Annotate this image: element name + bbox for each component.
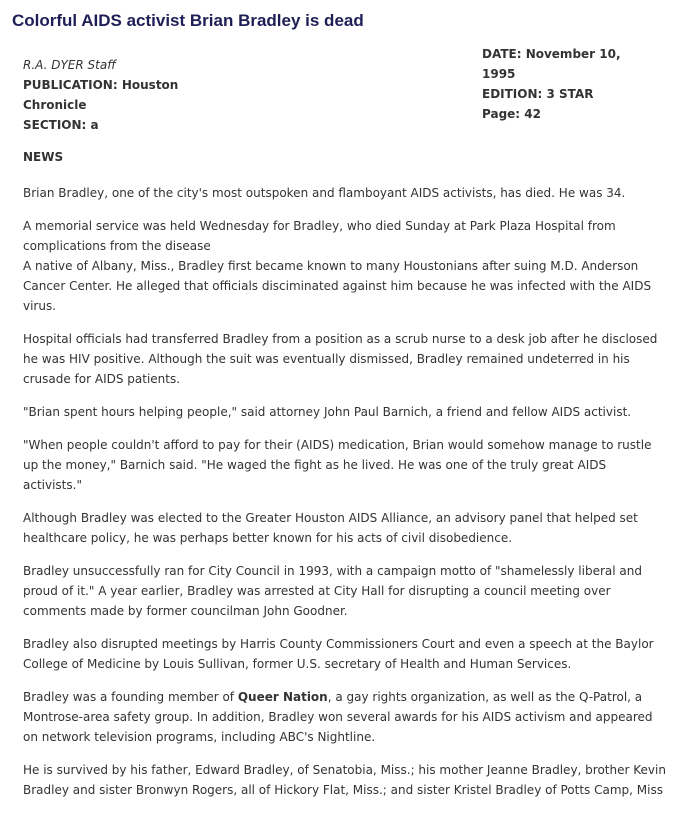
- article-headline: Colorful AIDS activist Brian Bradley is dead: [12, 11, 364, 30]
- article-meta-left: [23, 55, 213, 135]
- body-paragraph-2: A memorial service was held Wednesday for Bradley, who died Sunday at Park Plaza Hospital from complications from the disease: [23, 219, 616, 253]
- page-label: Page:: [482, 107, 521, 121]
- body-paragraph-10: [23, 687, 668, 747]
- date-value: November 10, 1995: [482, 47, 621, 81]
- body-paragraph-3: A native of Albany, Miss., Bradley first became known to many Houstonians after suing M.D. Anderson Cancer Center. He alleged that officials disciminated against him because he was infected with the AIDS virus.: [23, 259, 652, 313]
- body-paragraph-4: Hospital officials had transferred Bradley from a position as a scrub nurse to a desk job after he disclosed he was HIV positive. Although the suit was eventually dismissed, Bradley remained undeterred in his crusade for AIDS patients.: [23, 332, 658, 386]
- date-label: DATE:: [482, 47, 522, 61]
- body-paragraph-10-start: Bradley was a founding member of: [23, 690, 238, 704]
- body-paragraph-11: He is survived by his father, Edward Bradley, of Senatobia, Miss.; his mother Jeanne Bradley, brother Kevin Bradley and sister Bronwyn Rogers, all of Hickory Flat, Miss.; and sister Kristel Bradley of Potts Camp, Miss: [23, 763, 666, 797]
- edition-value: 3 STAR: [546, 87, 594, 101]
- publication-label: PUBLICATION:: [23, 78, 118, 92]
- body-paragraph-5: "Brian spent hours helping people," said attorney John Paul Barnich, a friend and fellow AIDS activist.: [23, 405, 632, 419]
- article-meta-right: [482, 44, 632, 124]
- body-paragraph-6: "When people couldn't afford to pay for their (AIDS) medication, Brian would somehow manage to rustle up the money," Barnich said. "He waged the fight as he lived. He was one of the truly great AIDS activists.": [23, 438, 652, 492]
- page-value: 42: [524, 107, 541, 121]
- section-kicker: NEWS: [23, 150, 64, 164]
- page-line: [482, 104, 632, 124]
- section-line: [23, 115, 213, 135]
- section-label: SECTION:: [23, 118, 87, 132]
- body-paragraph-9: Bradley also disrupted meetings by Harris County Commissioners Court and even a speech at the Baylor College of Medicine by Louis Sullivan, former U.S. secretary of Health and Human Services.: [23, 637, 654, 671]
- publication-line: [23, 75, 213, 115]
- publication-value: Houston Chronicle: [23, 78, 179, 112]
- date-line: [482, 44, 632, 84]
- body-paragraph-1: Brian Bradley, one of the city's most outspoken and flamboyant AIDS activists, has died. He was 34.: [23, 186, 626, 200]
- edition-line: [482, 84, 632, 104]
- edition-label: EDITION:: [482, 87, 543, 101]
- section-value: a: [90, 118, 99, 132]
- body-paragraph-10-end: , a gay rights organization, as well as the Q-Patrol, a Montrose-area safety group. In addition, Bradley won several awards for his AIDS activism and appeared on network television programs, including ABC's Nightline.: [23, 690, 653, 744]
- byline: R.A. DYER Staff: [23, 58, 116, 72]
- article-body: [23, 183, 668, 813]
- body-paragraph-7: Although Bradley was elected to the Greater Houston AIDS Alliance, an advisory panel that helped set healthcare policy, he was perhaps better known for his acts of civil disobedience.: [23, 511, 638, 545]
- queer-nation-bold: Queer Nation: [237, 690, 328, 704]
- body-paragraph-8: Bradley unsuccessfully ran for City Council in 1993, with a campaign motto of "shamelessly liberal and proud of it." A year earlier, Bradley was arrested at City Hall for disrupting a council meeting over comments made by former councilman John Goodner.: [23, 564, 642, 618]
